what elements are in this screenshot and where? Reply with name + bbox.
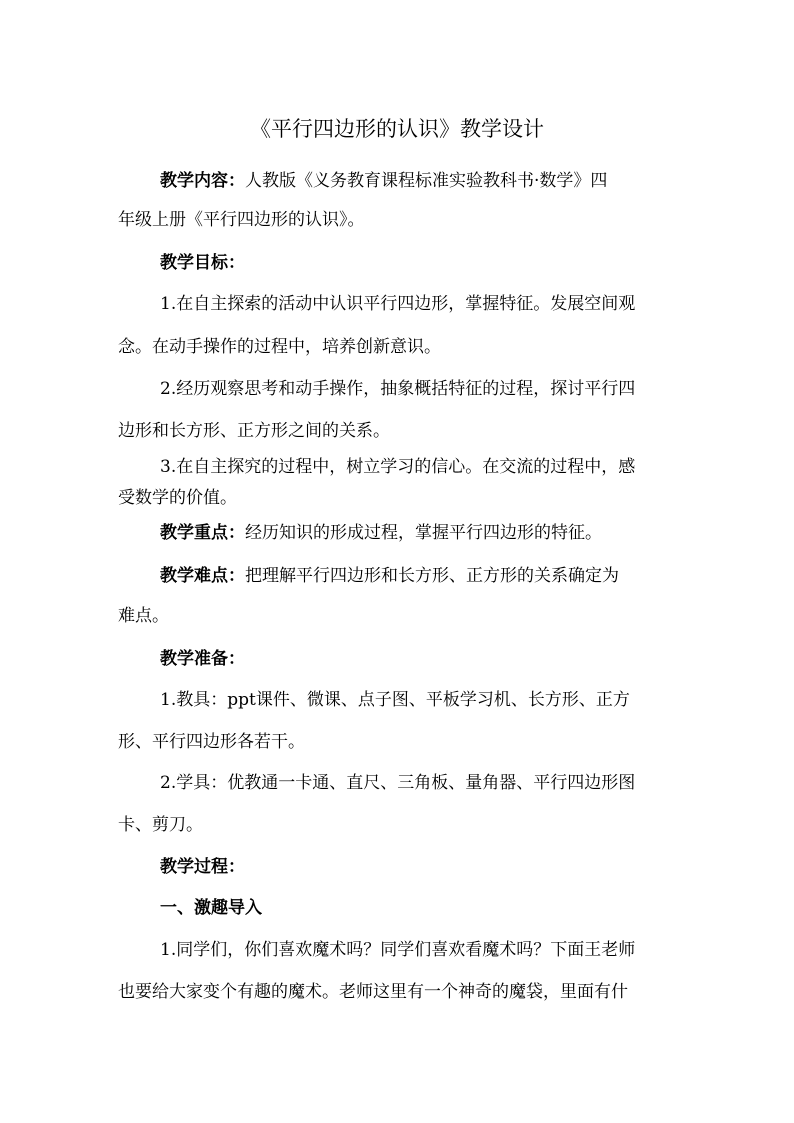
difficulty-text-line-1: 把理解平行四边形和长方形、正方形的关系确定为	[245, 566, 619, 586]
objective-3-line-2: 受数学的价值。	[118, 488, 237, 508]
process-heading: 教学过程：	[160, 857, 245, 877]
difficulty-text-line-2: 难点。	[118, 606, 169, 626]
process-para-1-line-1: 1.同学们，你们喜欢魔术吗？同学们喜欢看魔术吗？下面王老师	[160, 940, 636, 960]
content-text-line-2: 年级上册《平行四边形的认识》。	[118, 210, 365, 230]
content-label: 教学内容：	[160, 171, 245, 191]
preparation-1-line-1: 1.教具：ppt课件、微课、点子图、平板学习机、长方形、正方	[160, 690, 630, 710]
objective-2-line-2: 边形和长方形、正方形之间的关系。	[118, 421, 390, 441]
document-title: 《平行四边形的认识》教学设计	[250, 117, 544, 141]
section-1-heading: 一、激趣导入	[160, 898, 262, 918]
objective-1-line-2: 念。在动手操作的过程中，培养创新意识。	[118, 337, 441, 357]
objective-2-line-1: 2.经历观察思考和动手操作，抽象概括特征的过程，探讨平行四	[160, 379, 636, 399]
preparation-1-line-2: 形、平行四边形各若干。	[118, 732, 305, 752]
objective-1-line-1: 1.在自主探索的活动中认识平行四边形，掌握特征。发展空间观	[160, 294, 636, 314]
preparation-heading: 教学准备：	[160, 649, 245, 669]
key-point-line	[160, 520, 602, 546]
content-line-1	[160, 168, 607, 194]
objective-3-line-1: 3.在自主探究的过程中，树立学习的信心。在交流的过程中，感	[160, 457, 636, 477]
process-para-1-line-2: 也要给大家变个有趣的魔术。老师这里有一个神奇的魔袋，里面有什	[118, 982, 628, 1002]
difficulty-label: 教学难点：	[160, 566, 245, 586]
key-point-label: 教学重点：	[160, 523, 245, 543]
preparation-2-line-2: 卡、剪刀。	[118, 815, 203, 835]
key-point-text: 经历知识的形成过程，掌握平行四边形的特征。	[245, 523, 602, 543]
content-text-line-1: 人教版《义务教育课程标准实验教科书·数学》四	[245, 171, 608, 191]
preparation-2-line-1: 2.学具：优教通一卡通、直尺、三角板、量角器、平行四边形图	[160, 773, 636, 793]
objectives-heading: 教学目标：	[160, 253, 245, 273]
difficulty-line-1	[160, 563, 619, 589]
